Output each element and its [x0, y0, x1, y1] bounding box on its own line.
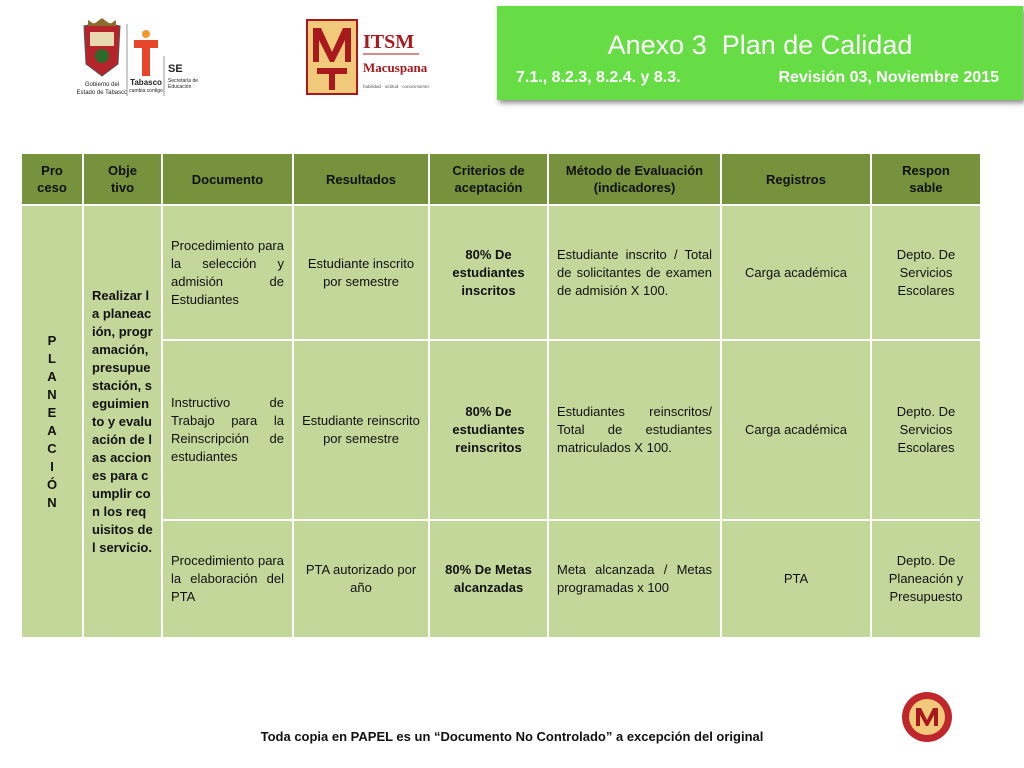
documento-cell: Procedimiento para la selección y admisión de Estudiantes: [162, 205, 293, 340]
proceso-cell: [21, 205, 83, 638]
tabasco-t-icon: [134, 30, 158, 76]
responsable-cell: Depto. De Servicios Escolares: [871, 205, 981, 340]
gobierno-tabasco-logo: [72, 18, 202, 100]
header-metodo: Método de Evaluación (indicadores): [548, 153, 721, 205]
resultados-cell: PTA autorizado por año: [293, 520, 429, 638]
se-logo-line-2: Secretaría de: [168, 78, 199, 84]
tabasco-logo-line-1: Tabasco: [130, 78, 162, 87]
itsm-macuspana-logo: [305, 18, 429, 98]
criterios-cell: 80% De estudiantes reinscritos: [429, 340, 548, 520]
table-header-row: [21, 153, 981, 205]
resultados-cell: Estudiante reinscrito por semestre: [293, 340, 429, 520]
objetivo-cell: Realizar la planeación, programación, presupuestación, seguimiento y evaluación de las acciones para cumplir con los requisitos del servicio.: [83, 205, 162, 638]
se-logo-line-3: Educación: [168, 84, 192, 90]
coat-of-arms-icon: [84, 18, 120, 76]
proceso-vertical-text: PLANEACIÓN: [46, 332, 58, 510]
documento-cell: Procedimiento para la elaboración del PTA: [162, 520, 293, 638]
banner-norm-codes: 7.1., 8.2.3, 8.2.4. y 8.3.: [516, 69, 681, 86]
header-proceso: Pro ceso: [21, 153, 83, 205]
metodo-cell: Estudiante inscrito / Total de solicitantes de examen de admisión X 100.: [548, 205, 721, 340]
header-documento: Documento: [162, 153, 293, 205]
itsm-logo-line-3: habilidad · actitud · conocimiento: [363, 84, 429, 89]
documento-cell: Instructivo de Trabajo para la Reinscripción de estudiantes: [162, 340, 293, 520]
table-row: [21, 340, 981, 520]
gob-logo-line-2: Estado de Tabasco: [76, 90, 128, 96]
quality-plan-table: [20, 152, 982, 639]
footer-notice: Toda copia en PAPEL es un “Documento No Controlado” a excepción del original: [260, 729, 764, 744]
title-banner: [497, 6, 1023, 100]
header-criterios: Criterios de aceptación: [429, 153, 548, 205]
registros-cell: Carga académica: [721, 340, 871, 520]
itsm-emblem-icon: [307, 20, 357, 94]
metodo-cell: Meta alcanzada / Metas programadas x 100: [548, 520, 721, 638]
header-registros: Registros: [721, 153, 871, 205]
criterios-cell: 80% De estudiantes inscritos: [429, 205, 548, 340]
se-logo-line-1: SE: [168, 63, 183, 75]
header-responsable: Respon sable: [871, 153, 981, 205]
banner-revision: Revisión 03, Noviembre 2015: [778, 69, 999, 86]
responsable-cell: Depto. De Planeación y Presupuesto: [871, 520, 981, 638]
header-resultados: Resultados: [293, 153, 429, 205]
header-objetivo: Obje tivo: [83, 153, 162, 205]
registros-cell: Carga académica: [721, 205, 871, 340]
responsable-cell: Depto. De Servicios Escolares: [871, 340, 981, 520]
registros-cell: PTA: [721, 520, 871, 638]
itsm-seal-icon: [900, 690, 954, 744]
tabasco-logo-line-2: cambia contigo: [129, 88, 163, 94]
gob-logo-line-1: Gobierno del: [84, 82, 120, 88]
itsm-logo-line-1: ITSM: [363, 31, 415, 53]
metodo-cell: Estudiantes reinscritos/ Total de estudiantes matriculados X 100.: [548, 340, 721, 520]
resultados-cell: Estudiante inscrito por semestre: [293, 205, 429, 340]
banner-title: Anexo 3 Plan de Calidad: [607, 30, 913, 60]
itsm-logo-line-2: Macuspana: [363, 60, 428, 75]
table-row: [21, 520, 981, 638]
criterios-cell: 80% De Metas alcanzadas: [429, 520, 548, 638]
table-row: [21, 205, 981, 340]
